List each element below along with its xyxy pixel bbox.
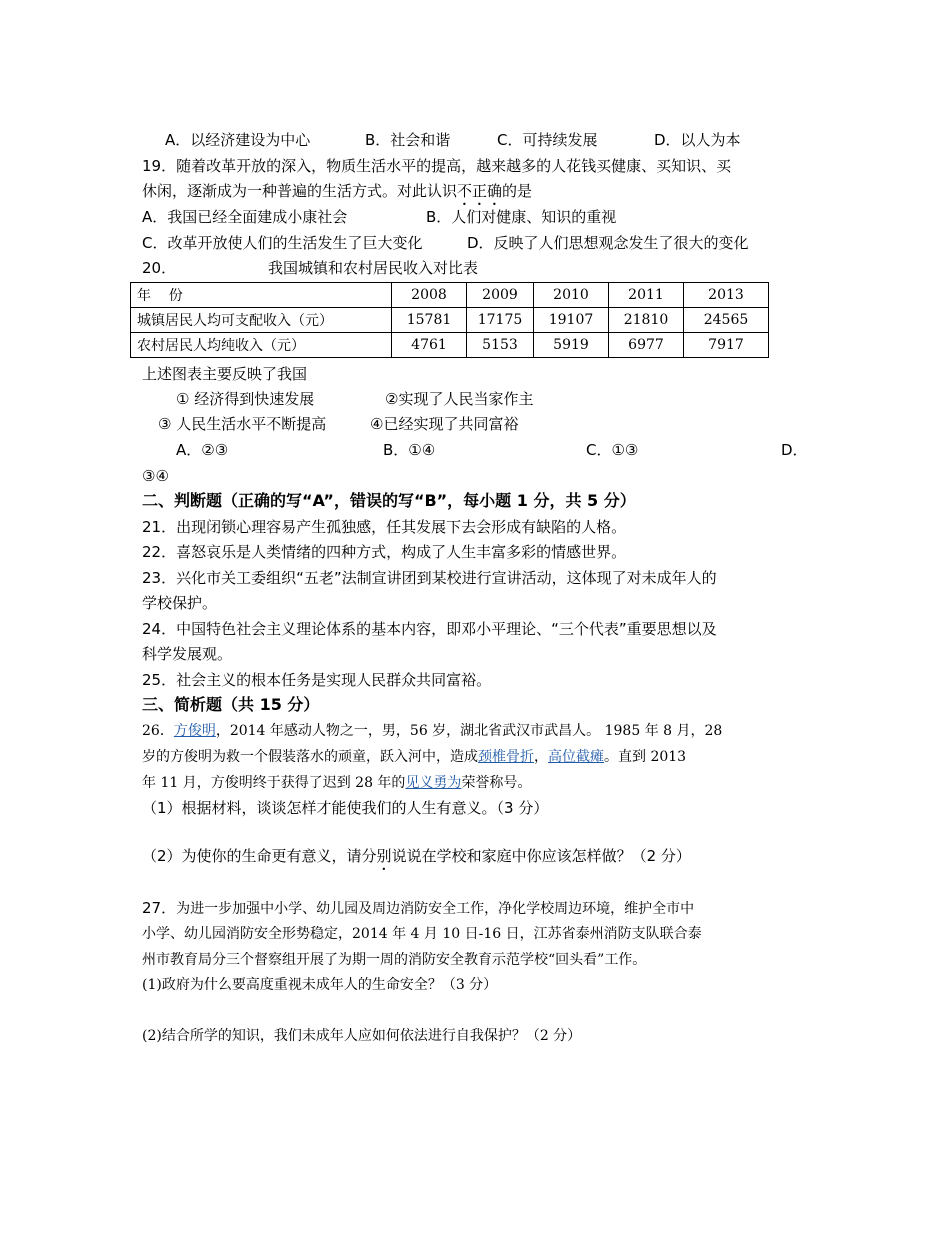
q26-sub2-emphasis: 别 bbox=[376, 847, 392, 865]
section3-title: 三、简析题（共 15 分） bbox=[142, 695, 320, 714]
q20-option-a: A．②③ bbox=[176, 441, 229, 459]
q19-stem-line2 bbox=[142, 181, 532, 209]
q23-line1: 23．兴化市关工委组织“五老”法制宣讲团到某校进行宣讲活动，这体现了对未成年人的 bbox=[142, 569, 717, 587]
income-table bbox=[130, 282, 769, 358]
table-cell: 5919 bbox=[534, 333, 609, 358]
q20-option-b: B．①④ bbox=[383, 441, 436, 459]
q19-option-a: A．我国已经全面建成小康社会 bbox=[142, 208, 348, 226]
q26-text: 年 11 月，方俊明终于获得了迟到 28 年的 bbox=[142, 775, 406, 791]
table-cell: 19107 bbox=[534, 308, 609, 333]
table-cell: 5153 bbox=[467, 333, 534, 358]
q20-stem: 上述图表主要反映了我国 bbox=[142, 365, 308, 383]
q26-line1 bbox=[142, 721, 722, 741]
q20-option-d: D． bbox=[781, 441, 808, 459]
q27-line1 bbox=[142, 898, 694, 919]
q21: 21．出现闭锁心理容易产生孤独感，任其发展下去会形成有缺陷的人格。 bbox=[142, 518, 627, 536]
section2-title: 二、判断题（正确的写“A”，错误的写“B”，每小题 1 分，共 5 分） bbox=[142, 491, 636, 510]
q26-text: 荣誉称号。 bbox=[461, 775, 532, 791]
q20-item-1: ① 经济得到快速发展 bbox=[176, 390, 315, 408]
q19-option-c: C．改革开放使人们的生活发生了巨大变化 bbox=[142, 234, 423, 252]
table-year-cell: 2011 bbox=[609, 283, 684, 308]
q26-text: ，2014 年感动人物之一，男，56 岁，湖北省武汉市武昌人。 1985 年 8 月，28 bbox=[215, 723, 723, 739]
q20-number: 20． bbox=[142, 259, 177, 277]
q26-line2 bbox=[142, 747, 686, 767]
q26-text: 岁的方俊明为救一个假装落水的顽童，跃入河中，造成 bbox=[142, 749, 478, 765]
table-year-cell: 2008 bbox=[392, 283, 467, 308]
q24-line2: 科学发展观。 bbox=[142, 645, 233, 663]
q26-number: 26． bbox=[142, 723, 174, 739]
q26-sub2-text: （2）为使你的生命更有意义，请分 bbox=[142, 847, 377, 865]
q19-option-d: D．反映了人们思想观念发生了很大的变化 bbox=[467, 234, 749, 252]
q26-sub2 bbox=[142, 846, 691, 874]
table-header-label: 年 份 bbox=[131, 283, 392, 308]
q19-option-b: B．人们对健康、知识的重视 bbox=[426, 208, 617, 226]
q20-option-c: C．①③ bbox=[586, 441, 639, 459]
q20-item-4: ④已经实现了共同富裕 bbox=[370, 415, 519, 433]
q26-sub1: （1）根据材料，谈谈怎样才能使我们的人生有意义。（3 分） bbox=[142, 799, 549, 817]
table-year-cell: 2010 bbox=[534, 283, 609, 308]
q18-option-b: B．社会和谐 bbox=[365, 131, 451, 149]
paraplegia-link[interactable]: 高位截瘫 bbox=[548, 749, 604, 765]
table-year-cell: 2009 bbox=[467, 283, 534, 308]
q20-option-d-continued: ③④ bbox=[142, 467, 169, 485]
q26-text: 。直到 2013 bbox=[604, 749, 687, 765]
q20-table-title: 我国城镇和农村居民收入对比表 bbox=[268, 259, 479, 277]
q19-stem-end: 的是 bbox=[502, 182, 533, 200]
table-row-label: 城镇居民人均可支配收入（元） bbox=[131, 308, 392, 333]
table-cell: 21810 bbox=[609, 308, 684, 333]
table-cell: 17175 bbox=[467, 308, 534, 333]
table-cell: 7917 bbox=[684, 333, 769, 358]
q27-sub2: (2)结合所学的知识，我们未成年人应如何依法进行自我保护？（2 分） bbox=[142, 1028, 582, 1044]
heroic-act-link[interactable]: 见义勇为 bbox=[405, 775, 462, 791]
q20-item-2: ②实现了人民当家作主 bbox=[385, 390, 534, 408]
q25: 25．社会主义的根本任务是实现人民群众共同富裕。 bbox=[142, 671, 492, 689]
q27-number: 27． bbox=[142, 899, 177, 917]
table-cell: 15781 bbox=[392, 308, 467, 333]
q19-stem-text: 休闲，逐渐成为一种普遍的生活方式。对此认识 bbox=[142, 182, 458, 200]
q27-sub1: (1)政府为什么要高度重视未成年人的生命安全？（3 分） bbox=[142, 977, 498, 993]
q18-option-a: A．以经济建设为中心 bbox=[165, 131, 311, 149]
q27-text: 为进一步加强中小学、幼儿园及周边消防安全工作，净化学校周边环境，维护全市中 bbox=[176, 901, 695, 917]
q24-line1: 24．中国特色社会主义理论体系的基本内容，即邓小平理论、“三个代表”重要思想以及 bbox=[142, 620, 717, 638]
fang-junming-link[interactable]: 方俊明 bbox=[173, 723, 216, 739]
q26-sub2-end: 说说在学校和家庭中你应该怎样做？（2 分） bbox=[391, 847, 691, 865]
q20-item-3: ③ 人民生活水平不断提高 bbox=[158, 415, 327, 433]
table-row bbox=[131, 333, 769, 358]
table-cell: 4761 bbox=[392, 333, 467, 358]
table-year-cell: 2013 bbox=[684, 283, 769, 308]
q23-line2: 学校保护。 bbox=[142, 594, 218, 612]
table-cell: 24565 bbox=[684, 308, 769, 333]
q26-text: ， bbox=[534, 749, 548, 765]
q18-option-c: C．可持续发展 bbox=[497, 131, 598, 149]
table-row bbox=[131, 308, 769, 333]
q27-line3: 州市教育局分三个督察组开展了为期一周的消防安全教育示范学校“回头看”工作。 bbox=[142, 952, 647, 968]
q26-line3 bbox=[142, 773, 531, 793]
cervical-fracture-link[interactable]: 颈椎骨折 bbox=[478, 749, 534, 765]
q27-line2: 小学、幼儿园消防安全形势稳定，2014 年 4 月 10 日-16 日，江苏省泰州消防支队联合泰 bbox=[142, 926, 702, 942]
table-row-label: 农村居民人均纯收入（元） bbox=[131, 333, 392, 358]
q22: 22．喜怒哀乐是人类情绪的四种方式，构成了人生丰富多彩的情感世界。 bbox=[142, 543, 627, 561]
q19-stem-line1: 19．随着改革开放的深入，物质生活水平的提高，越来越多的人花钱买健康、买知识、买 bbox=[142, 157, 732, 175]
table-header-row bbox=[131, 283, 769, 308]
q19-emphasis: 不正确 bbox=[457, 182, 503, 200]
table-cell: 6977 bbox=[609, 333, 684, 358]
q18-option-d: D．以人为本 bbox=[654, 131, 741, 149]
